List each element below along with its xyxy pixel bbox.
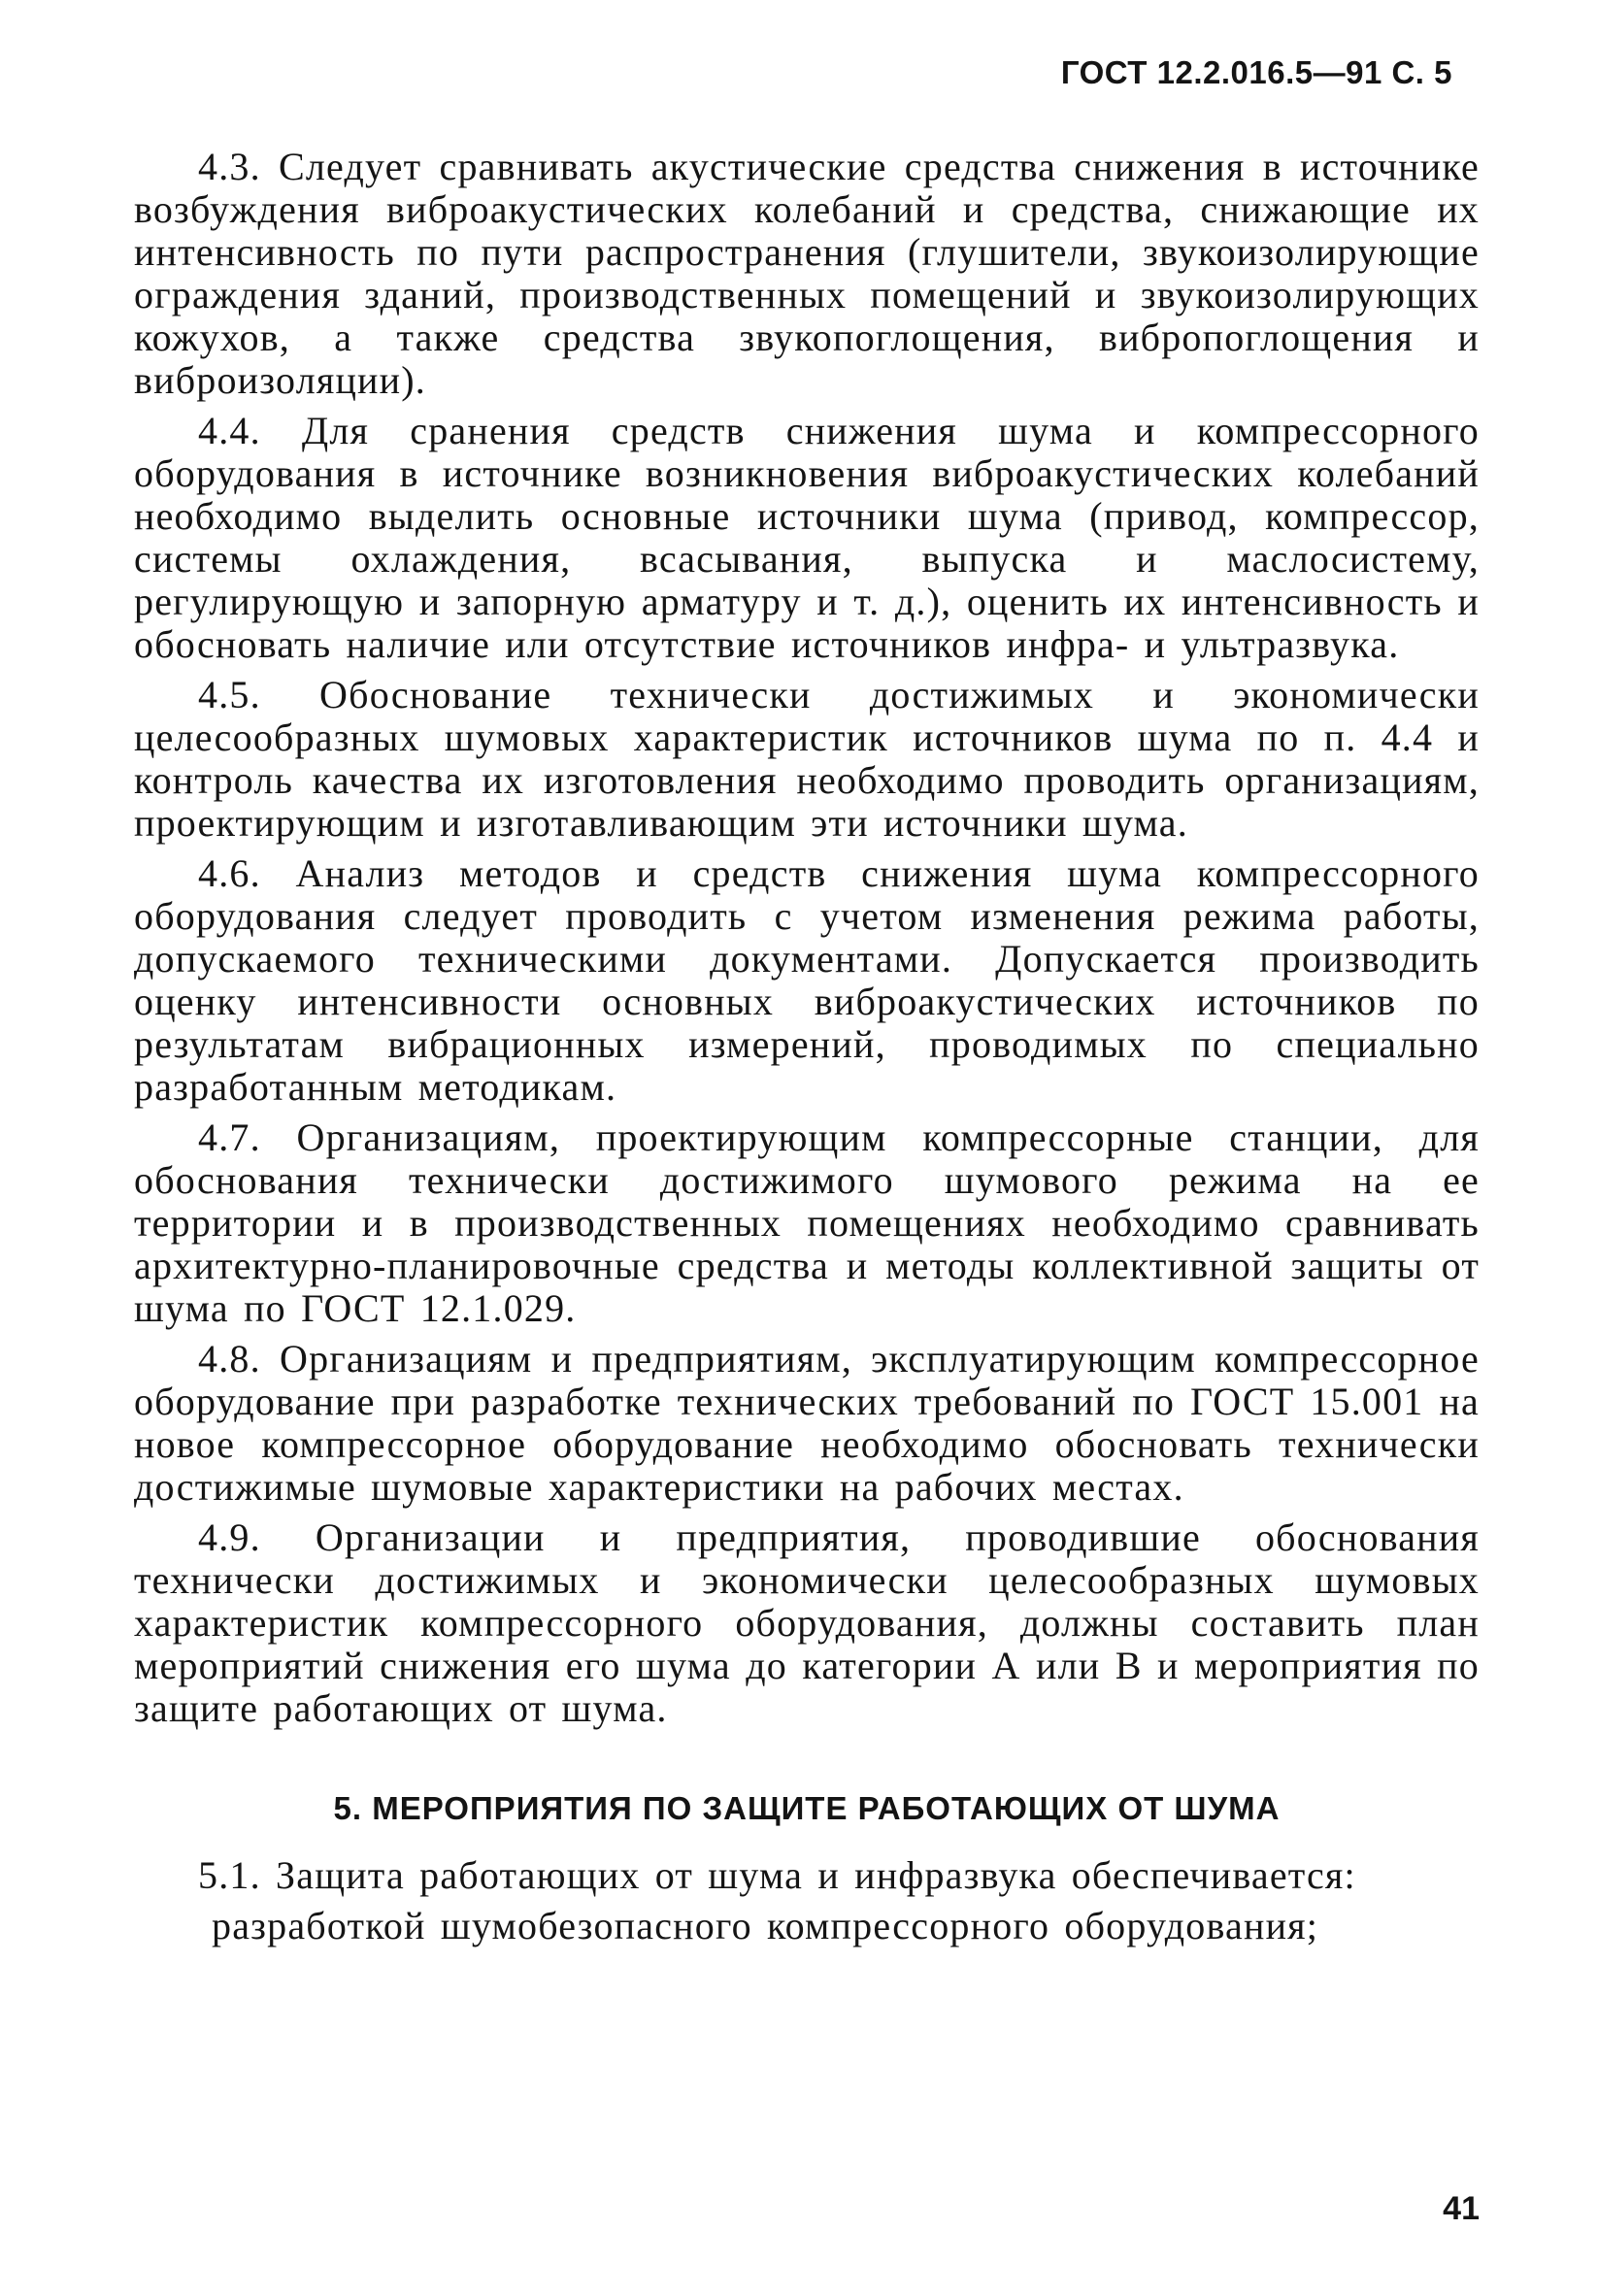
body-text	[134, 146, 1480, 1955]
paragraph-4-4: 4.4. Для сранения средств снижения шума и компрессорного оборудования в источнике возникновения виброакустических колебаний необходимо выделить основные источники шума (привод, компрессор, системы охлаждения, всасывания, выпуска и маслосистему, регулирующую и запорную арматуру и т. д.), оценить их интенсивность и обосновать наличие или отсутствие источников инфра- и ультразвука.	[134, 409, 1480, 666]
running-header: ГОСТ 12.2.016.5—91 С. 5	[1060, 54, 1452, 90]
paragraph-5-1: 5.1. Защита работающих от шума и инфразвука обеспечивается:	[198, 1853, 1356, 1897]
paragraph-4-7: 4.7. Организациям, проектирующим компрессорные станции, для обоснования технически достижимого шумового режима на ее территории и в производственных помещениях необходимо сравнивать архитектурно-планировочные средства и методы коллективной защиты от шума по ГОСТ 12.1.029.	[134, 1115, 1480, 1330]
paragraph-4-8: 4.8. Организациям и предприятиям, эксплуатирующим компрессорное оборудование при разработке технических требований по ГОСТ 15.001 на новое компрессорное оборудование необходимо обосновать технически достижимые шумовые характеристики на рабочих местах.	[134, 1337, 1480, 1509]
paragraph-4-3: 4.3. Следует сравнивать акустические средства снижения в источнике возбуждения виброакустических колебаний и средства, снижающие их интенсивность по пути распространения (глушители, звукоизолирующие ограждения зданий, производственных помещений и звукоизолирующих кожухов, а также средства звукопоглощения, вибропоглощения и виброизоляции).	[134, 145, 1480, 402]
paragraph-4-5: 4.5. Обоснование технически достижимых и экономически целесообразных шумовых характеристик источников шума по п. 4.4 и контроль качества их изготовления необходимо проводить организациям, проектирующим и изготавливающим эти источники шума.	[134, 673, 1480, 845]
page-number: 41	[1443, 2190, 1480, 2227]
paragraph-5-1-item: разработкой шумобезопасного компрессорного оборудования;	[212, 1904, 1319, 1947]
paragraph-4-9: 4.9. Организации и предприятия, проводившие обоснования технически достижимых и экономически целесообразных шумовых характеристик компрессорного оборудования, должны составить план мероприятий снижения его шума до категории А или В и мероприятия по защите работающих от шума.	[134, 1515, 1480, 1730]
section-5-heading: 5. МЕРОПРИЯТИЯ ПО ЗАЩИТЕ РАБОТАЮЩИХ ОТ ШУМА	[333, 1790, 1281, 1826]
paragraph-4-6: 4.6. Анализ методов и средств снижения шума компрессорного оборудования следует проводить с учетом изменения режима работы, допускаемого техническими документами. Допускается производить оценку интенсивности основных виброакустических источников по результатам вибрационных измерений, проводимых по специально разработанным методикам.	[134, 851, 1480, 1109]
